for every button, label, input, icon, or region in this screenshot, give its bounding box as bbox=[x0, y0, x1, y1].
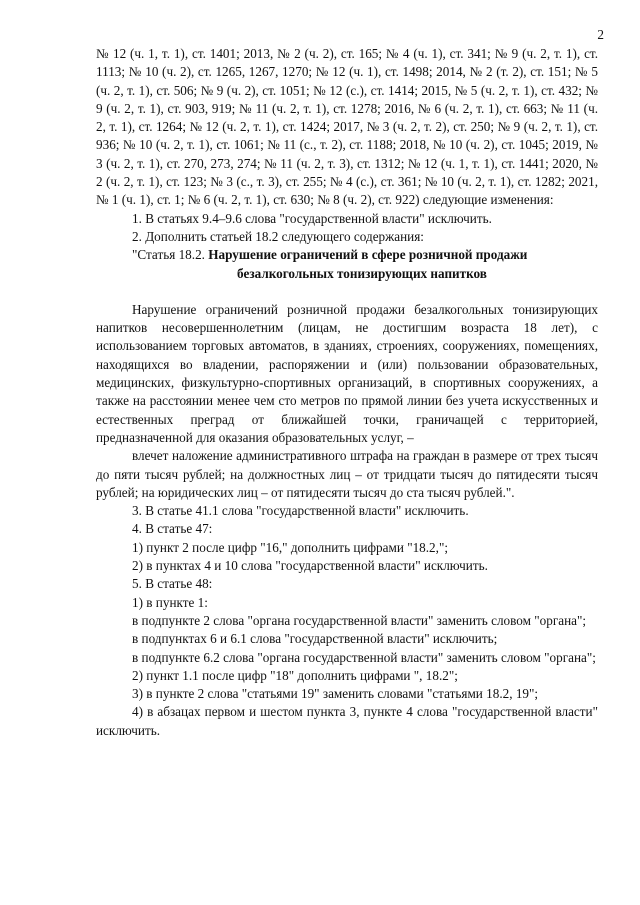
page-number: 2 bbox=[597, 27, 604, 42]
paragraph-item-2: 2. Дополнить статьей 18.2 следующего содержания: bbox=[132, 228, 424, 244]
article-heading bbox=[96, 246, 598, 264]
paragraph-item-5: 5. В статье 48: bbox=[132, 576, 213, 592]
paragraph-subitem-6-2: в подпункте 6.2 слова "органа государственной власти" заменить словом "органа"; bbox=[132, 649, 596, 665]
paragraph-item-1: 1. В статьях 9.4–9.6 слова "государственной власти" исключить. bbox=[132, 210, 492, 226]
article-number: "Статья 18.2. bbox=[132, 247, 209, 263]
paragraph-item-4-2: 2) в пунктах 4 и 10 слова "государственной власти" исключить. bbox=[132, 558, 488, 574]
paragraph-item-4-1: 1) пункт 2 после цифр "16," дополнить цифрами "18.2,"; bbox=[132, 539, 448, 555]
article-title-line-2: безалкогольных тонизирующих напитков bbox=[237, 265, 487, 281]
paragraph-violation: Нарушение ограничений розничной продажи безалкогольных тонизирующих напитков несовершеннолетним (лицам, не достигшим возраста 18 лет), с использованием торговых автоматов, в зданиях, строениях, сооружениях, помещениях, находящихся во владении, распоряжении и (или) пользовании образовательных, медицинских, физкультурно-спортивных организаций, в спортивных сооружениях, а также на расстоянии менее чем сто метров по прямой линии без учета искусственных и естественных преград от ближайшей точки, граничащей с территорией, предназначенной для оказания образовательных услуг, – bbox=[96, 301, 598, 445]
paragraph-subitem-2: в подпункте 2 слова "органа государственной власти" заменить словом "органа"; bbox=[132, 612, 587, 628]
paragraph-item-5-3: 3) в пункте 2 слова "статьями 19" заменить словами "статьями 18.2, 19"; bbox=[132, 686, 539, 702]
paragraph-penalty: влечет наложение административного штрафа на граждан в размере от трех тысяч до пяти тысяч рублей; на должностных лиц – от тридцати тысяч до пятидесяти тысяч рублей; на юридических лиц – от пятидесяти тысяч до ста тысяч рублей.". bbox=[96, 448, 598, 500]
article-title: Нарушение ограничений в сфере розничной продажи bbox=[208, 247, 528, 263]
spacer bbox=[96, 283, 598, 301]
paragraph-item-5-4: 4) в абзацах первом и шестом пункта 3, пункте 4 слова "государственной власти" исключить. bbox=[96, 704, 598, 738]
paragraph-item-5-1: 1) в пункте 1: bbox=[132, 594, 208, 610]
paragraph-references: № 12 (ч. 1, т. 1), ст. 1401; 2013, № 2 (ч. 2), ст. 165; № 4 (ч. 1), ст. 341; № 9 (ч. 2, т. 1), ст. 1113; № 10 (ч. 2), ст. 1265, 1267, 1270; № 12 (ч. 1), ст. 1498; 2014, № 2 (т. 2), ст. 151; № 5 (ч. 2, т. 1), ст. 506; № 9 (ч. 2), ст. 1051; № 12 (с.), ст. 1414; 2015, № 5 (ч. 2, т. 1), ст. 432; № 9 (ч. 2, т. 1), ст. 903, 919; № 11 (ч. 2, т. 1), ст. 1278; 2016, № 6 (ч. 2, т. 1), ст. 663; № 11 (ч. 2, т. 1), ст. 1264; № 12 (ч. 2, т. 1), ст. 1424; 2017, № 3 (ч. 2, т. 2), ст. 250; № 9 (ч. 2, т. 1), ст. 936; № 10 (ч. 2, т. 1), ст. 1061; № 11 (с., т. 2), ст. 1188; 2018, № 10 (ч. 2), ст. 1045; 2019, № 3 (ч. 2, т. 1), ст. 270, 273, 274; № 11 (ч. 2, т. 3), ст. 1312; № 12 (ч. 1, т. 1), ст. 1441; 2020, № 2 (ч. 2, т. 1), ст. 123; № 3 (с., т. 3), ст. 255; № 4 (с.), ст. 361; № 10 (ч. 2, т. 1), ст. 1282; 2021, № 1 (ч. 1), ст. 1; № 6 (ч. 2, т. 1), ст. 630; № 8 (ч. 2), ст. 922) следующие изменения: bbox=[96, 46, 598, 208]
paragraph-item-3: 3. В статье 41.1 слова "государственной власти" исключить. bbox=[132, 503, 469, 519]
document-body bbox=[96, 45, 598, 740]
paragraph-subitem-6: в подпунктах 6 и 6.1 слова "государственной власти" исключить; bbox=[132, 631, 498, 647]
paragraph-item-4: 4. В статье 47: bbox=[132, 521, 213, 537]
paragraph-item-5-2: 2) пункт 1.1 после цифр "18" дополнить цифрами ", 18.2"; bbox=[132, 667, 458, 683]
article-title-continued bbox=[96, 265, 598, 283]
